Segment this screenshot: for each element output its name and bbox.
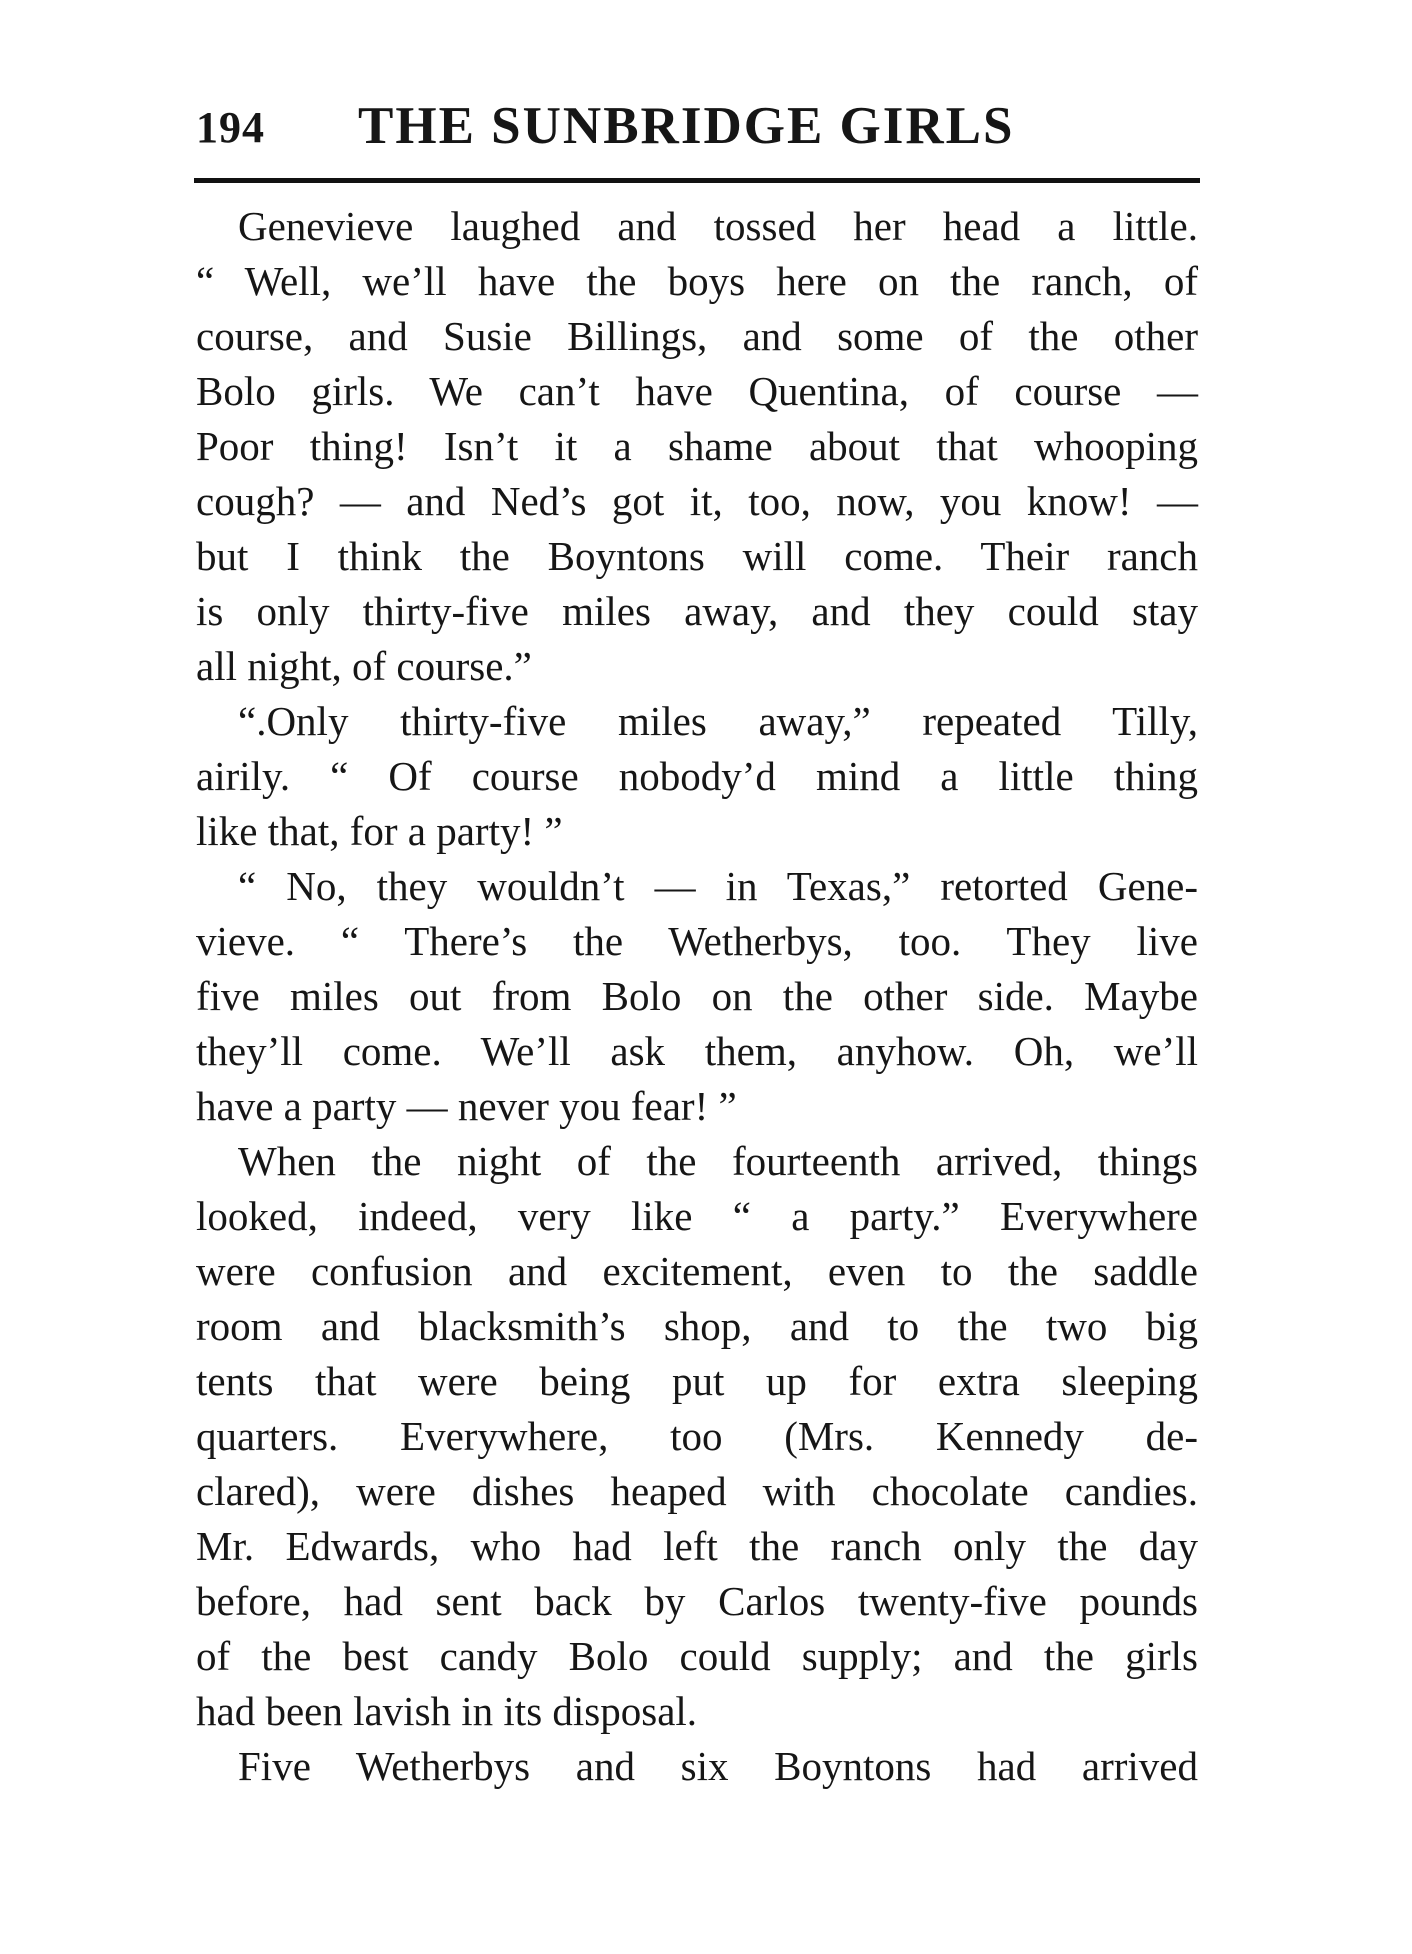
body-text	[196, 199, 1198, 1794]
text-line: Mr. Edwards, who had left the ranch only the day	[196, 1523, 1198, 1569]
text-line: they’ll come. We’ll ask them, anyhow. Oh, we’ll	[196, 1028, 1198, 1074]
text-line: When the night of the fourteenth arrived, things	[238, 1138, 1198, 1184]
text-line: vieve. “ There’s the Wetherbys, too. They live	[196, 918, 1198, 964]
text-line: Bolo girls. We can’t have Quentina, of course —	[196, 368, 1198, 414]
header-rule	[194, 178, 1200, 183]
text-line: Five Wetherbys and six Boyntons had arrived	[238, 1743, 1198, 1789]
text-line: tents that were being put up for extra sleeping	[196, 1358, 1198, 1404]
text-line: Poor thing! Isn’t it a shame about that whooping	[196, 423, 1198, 469]
text-line: have a party — never you fear! ”	[196, 1083, 737, 1129]
text-line: course, and Susie Billings, and some of the other	[196, 313, 1198, 359]
text-line: before, had sent back by Carlos twenty-five pounds	[196, 1578, 1198, 1624]
text-line: airily. “ Of course nobody’d mind a little thing	[196, 753, 1198, 799]
text-line: quarters. Everywhere, too (Mrs. Kennedy de-	[196, 1413, 1198, 1459]
text-line: five miles out from Bolo on the other side. Maybe	[196, 973, 1198, 1019]
text-line: like that, for a party! ”	[196, 808, 563, 854]
text-line: Genevieve laughed and tossed her head a little.	[238, 203, 1198, 249]
text-line: looked, indeed, very like “ a party.” Everywhere	[196, 1193, 1198, 1239]
text-line: “ No, they wouldn’t — in Texas,” retorted Gene-	[238, 863, 1198, 909]
text-line: all night, of course.”	[196, 643, 532, 689]
text-line: had been lavish in its disposal.	[196, 1688, 698, 1734]
page-header	[196, 96, 1200, 176]
text-line: of the best candy Bolo could supply; and the girls	[196, 1633, 1198, 1679]
text-line: is only thirty-five miles away, and they could stay	[196, 588, 1198, 634]
text-line: but I think the Boyntons will come. Their ranch	[196, 533, 1198, 579]
text-line: clared), were dishes heaped with chocolate candies.	[196, 1468, 1198, 1514]
page-number: 194	[196, 103, 265, 152]
text-line: “ Well, we’ll have the boys here on the ranch, of	[196, 258, 1198, 304]
running-title: THE SUNBRIDGE GIRLS	[358, 97, 1015, 155]
text-line: cough? — and Ned’s got it, too, now, you know! —	[196, 478, 1198, 524]
text-line: room and blacksmith’s shop, and to the two big	[196, 1303, 1198, 1349]
text-line: “.Only thirty-five miles away,” repeated Tilly,	[238, 698, 1198, 744]
text-line: were confusion and excitement, even to the saddle	[196, 1248, 1198, 1294]
